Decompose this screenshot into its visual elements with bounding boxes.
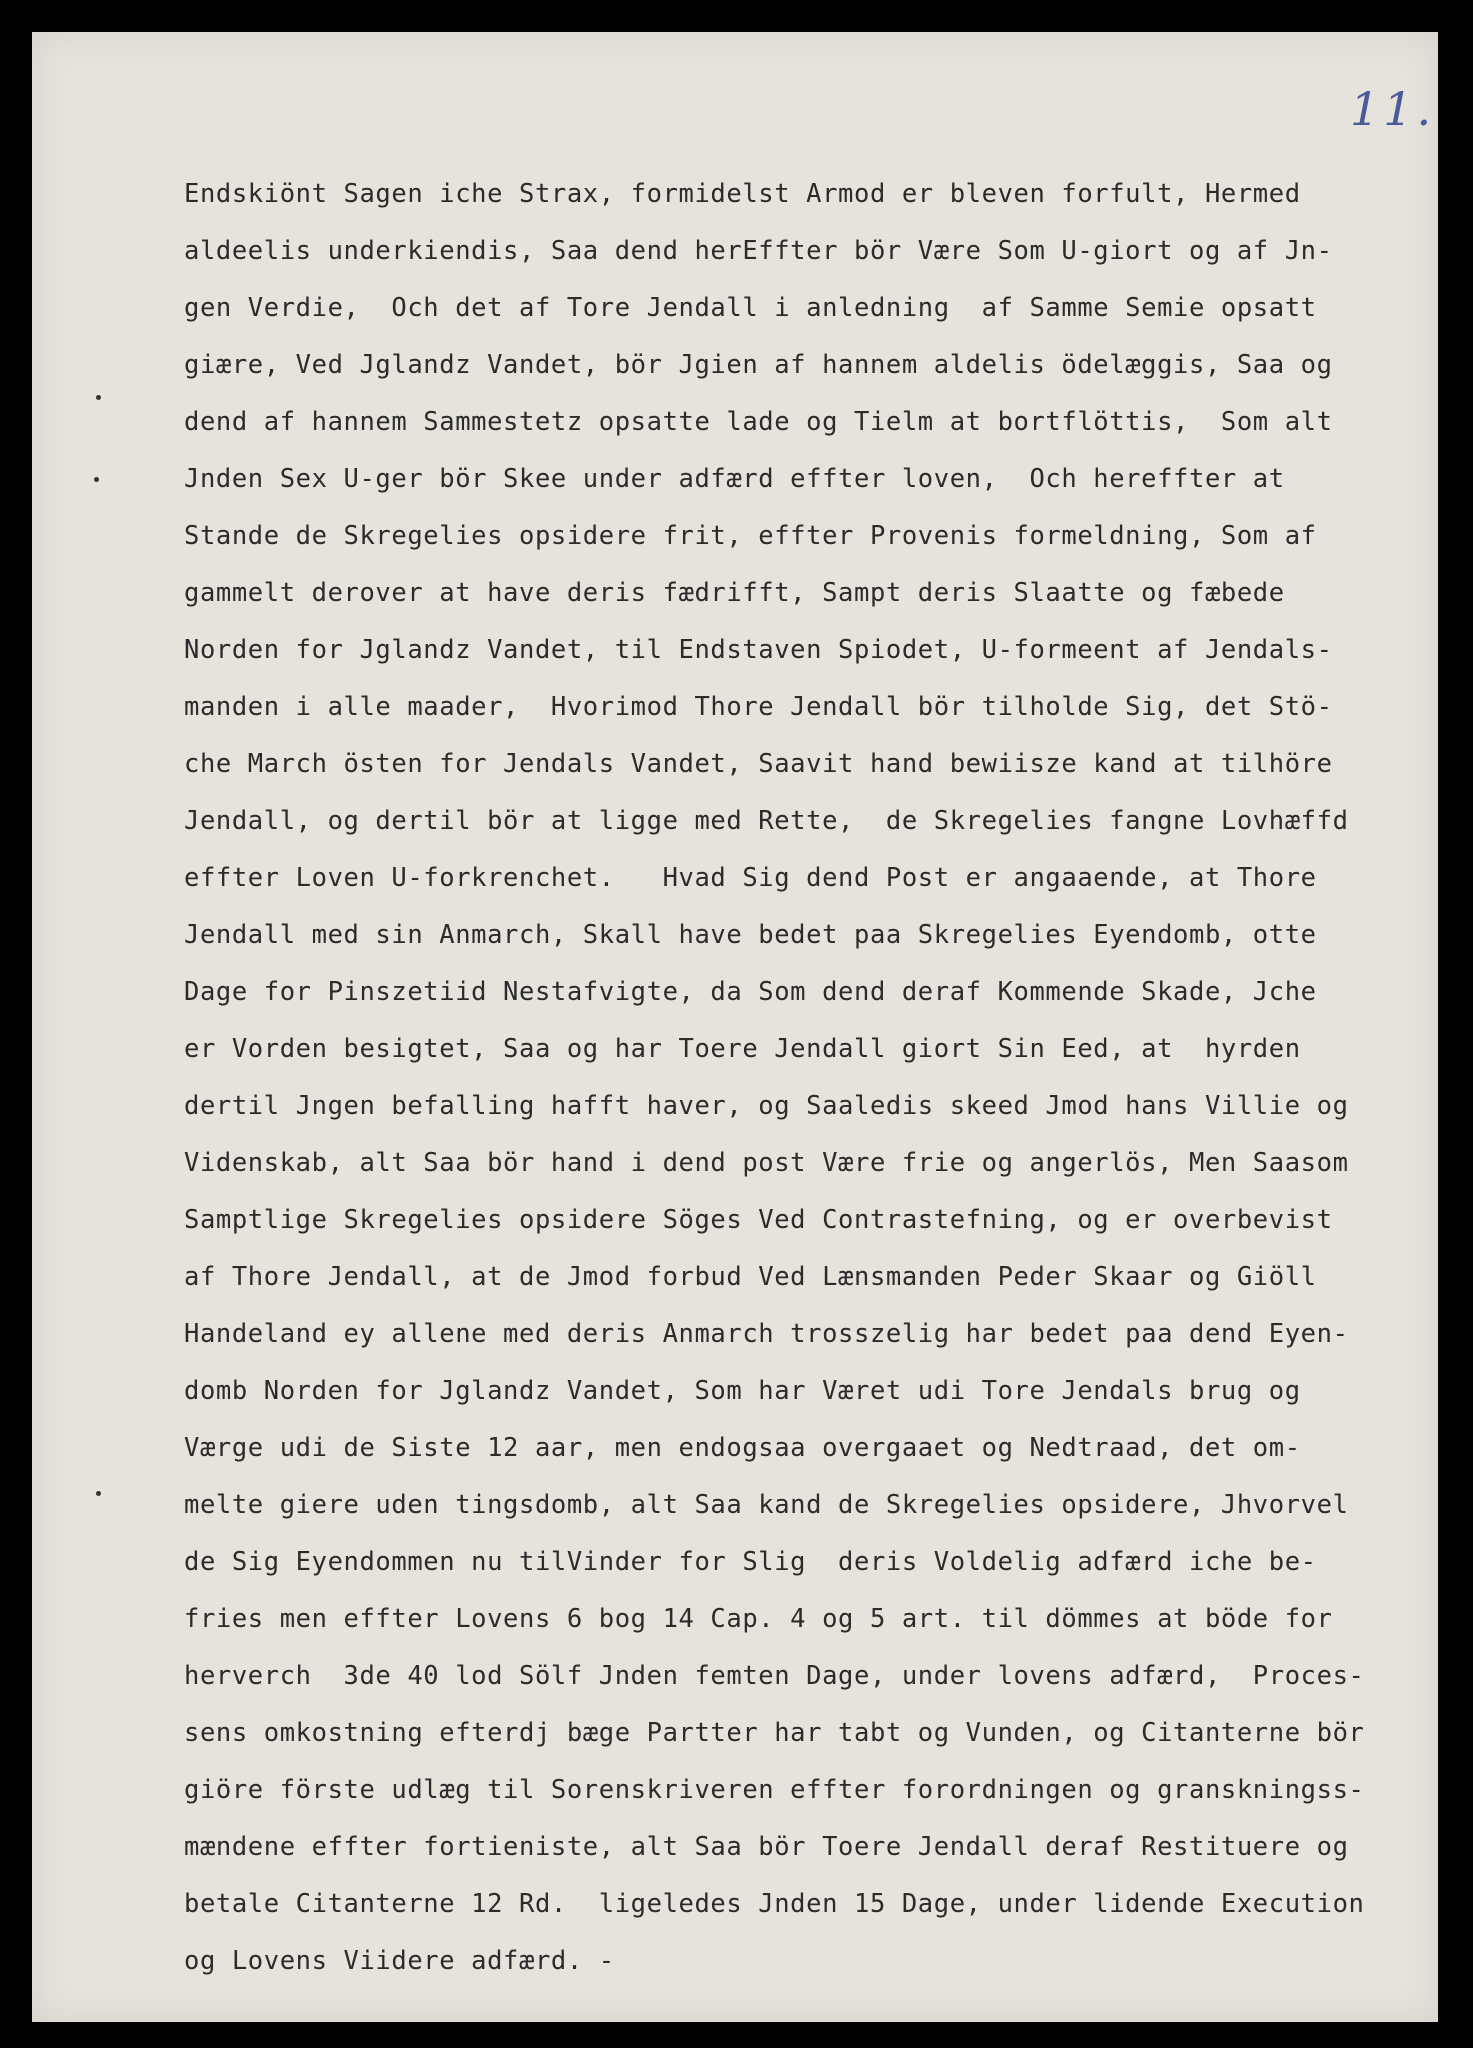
margin-mark	[96, 1491, 101, 1496]
text-line: Værge udi de Siste 12 aar, men endogsaa overgaaet og Nedtraad, det om-	[184, 1433, 1301, 1463]
text-line: aldeelis underkiendis, Saa dend herEffter bör Være Som U-giort og af Jn-	[184, 236, 1333, 266]
text-line: manden i alle maader, Hvorimod Thore Jendall bör tilholde Sig, det Stö-	[184, 692, 1333, 722]
text-line: Stande de Skregelies opsidere frit, effter Provenis formeldning, Som af	[184, 521, 1317, 551]
text-line: mændene effter fortieniste, alt Saa bör Toere Jendall deraf Restituere og	[184, 1832, 1349, 1862]
page-number: 11.	[1350, 82, 1436, 136]
text-line: dertil Jngen befalling hafft haver, og Saaledis skeed Jmod hans Villie og	[184, 1091, 1349, 1121]
text-line: giöre förste udlæg til Sorenskriveren effter forordningen og granskningss-	[184, 1775, 1365, 1805]
text-line: giære, Ved Jglandz Vandet, bör Jgien af hannem aldelis ödelæggis, Saa og	[184, 350, 1333, 380]
text-line: gammelt derover at have deris fædrifft, Sampt deris Slaatte og fæbede	[184, 578, 1285, 608]
text-line: gen Verdie, Och det af Tore Jendall i anledning af Samme Semie opsatt	[184, 293, 1317, 323]
text-line: Jendall, og dertil bör at ligge med Rette, de Skregelies fangne Lovhæffd	[184, 806, 1349, 836]
text-line: Norden for Jglandz Vandet, til Endstaven Spiodet, U-formeent af Jendals-	[184, 635, 1333, 665]
text-line: betale Citanterne 12 Rd. ligeledes Jnden 15 Dage, under lidende Execution	[184, 1889, 1365, 1919]
text-line: Dage for Pinszetiid Nestafvigte, da Som dend deraf Kommende Skade, Jche	[184, 977, 1317, 1007]
text-line: dend af hannem Sammestetz opsatte lade og Tielm at bortflöttis, Som alt	[184, 407, 1333, 437]
text-line: Handeland ey allene med deris Anmarch trosszelig har bedet paa dend Eyen-	[184, 1319, 1349, 1349]
text-line: og Lovens Viidere adfærd. -	[184, 1946, 615, 1976]
margin-mark	[94, 477, 99, 482]
text-line: Jendall med sin Anmarch, Skall have bedet paa Skregelies Eyendomb, otte	[184, 920, 1317, 950]
text-line: sens omkostning efterdj bæge Partter har tabt og Vunden, og Citanterne bör	[184, 1718, 1365, 1748]
text-line: de Sig Eyendommen nu tilVinder for Slig deris Voldelig adfærd iche be-	[184, 1547, 1317, 1577]
text-line: Samptlige Skregelies opsidere Söges Ved Contrastefning, og er overbevist	[184, 1205, 1333, 1235]
text-line: effter Loven U-forkrenchet. Hvad Sig dend Post er angaaende, at Thore	[184, 863, 1317, 893]
text-line: Jnden Sex U-ger bör Skee under adfærd effter loven, Och hereffter at	[184, 464, 1285, 494]
text-line: che March östen for Jendals Vandet, Saavit hand bewiisze kand at tilhöre	[184, 749, 1333, 779]
margin-mark	[96, 395, 101, 400]
text-line: melte giere uden tingsdomb, alt Saa kand de Skregelies opsidere, Jhvorvel	[184, 1490, 1349, 1520]
text-line: Videnskab, alt Saa bör hand i dend post Være frie og angerlös, Men Saasom	[184, 1148, 1349, 1178]
document-page	[32, 32, 1438, 2022]
text-line: fries men effter Lovens 6 bog 14 Cap. 4 og 5 art. til dömmes at böde for	[184, 1604, 1333, 1634]
text-line: Endskiönt Sagen iche Strax, formidelst Armod er bleven forfult, Hermed	[184, 179, 1301, 209]
text-line: er Vorden besigtet, Saa og har Toere Jendall giort Sin Eed, at hyrden	[184, 1034, 1301, 1064]
text-line: herverch 3de 40 lod Sölf Jnden femten Dage, under lovens adfærd, Proces-	[184, 1661, 1365, 1691]
text-line: domb Norden for Jglandz Vandet, Som har Været udi Tore Jendals brug og	[184, 1376, 1301, 1406]
text-line: af Thore Jendall, at de Jmod forbud Ved Lænsmanden Peder Skaar og Giöll	[184, 1262, 1317, 1292]
